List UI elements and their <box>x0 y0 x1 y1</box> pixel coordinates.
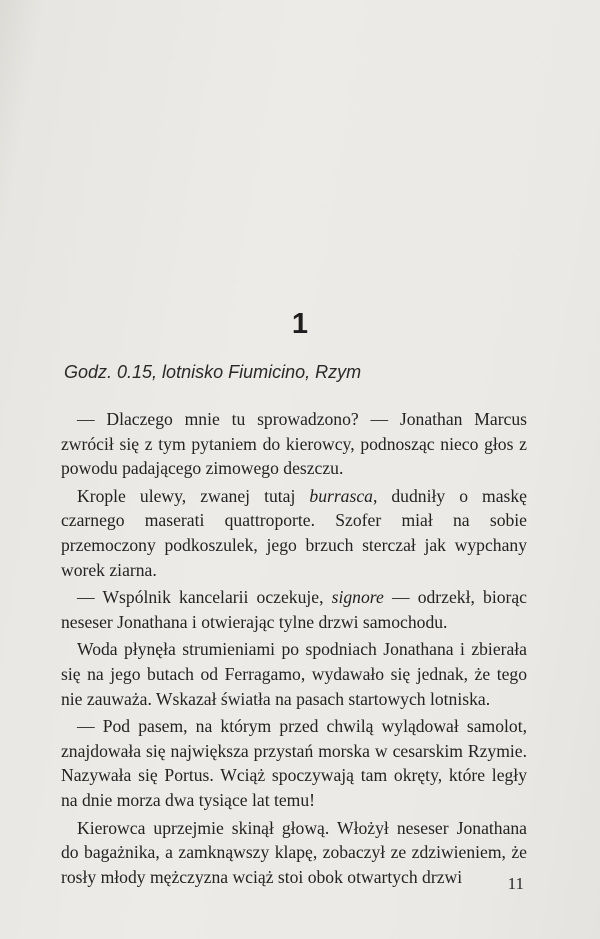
page-number: 11 <box>507 874 524 893</box>
paragraph-1: — Dlaczego mnie tu sprowadzono? — Jonathan Marcus zwrócił się z tym pytaniem do kierowcy, podnosząc nieco głos z powodu padającego zimowego deszczu. <box>61 409 527 479</box>
paragraph-2: Krople ulewy, zwanej tutaj burrasca, dudniły o maskę czarnego maserati quattroporte. Szofer miał na sobie przemoczony podkoszulek, jego brzuch sterczał jak wypchany worek ziarna. <box>61 485 527 580</box>
chapter-heading: Godz. 0.15, lotnisko Fiumicino, Rzym <box>64 362 362 382</box>
chapter-number: 1 <box>291 308 309 340</box>
paragraph-5: — Pod pasem, na którym przed chwilą wylądował samolot, znajdowała się największa przystań morska w cesarskim Rzymie. Nazywała się Portus. Wciąż spoczywają tam okręty, które legły na dnie morza dwa tysiące lat temu! <box>61 716 527 810</box>
paragraph-4: Woda płynęła strumieniami po spodniach Jonathana i zbierała się na jego butach od Ferragamo, wydawało się jednak, że tego nie zauważa. Wskazał światła na pasach startowych lotniska. <box>61 639 527 709</box>
paragraph-6: Kierowca uprzejmie skinął głową. Włożył neseser Jonathana do bagażnika, a zamknąwszy klapę, zobaczył ze zdziwieniem, że rosły młody mężczyzna wciąż stoi obok otwartych drzwi <box>61 817 527 887</box>
body-text <box>61 407 527 892</box>
paragraph-3: — Wspólnik kancelarii oczekuje, signore — odrzekł, biorąc neseser Jonathana i otwierając tylne drzwi samochodu. <box>61 587 527 632</box>
